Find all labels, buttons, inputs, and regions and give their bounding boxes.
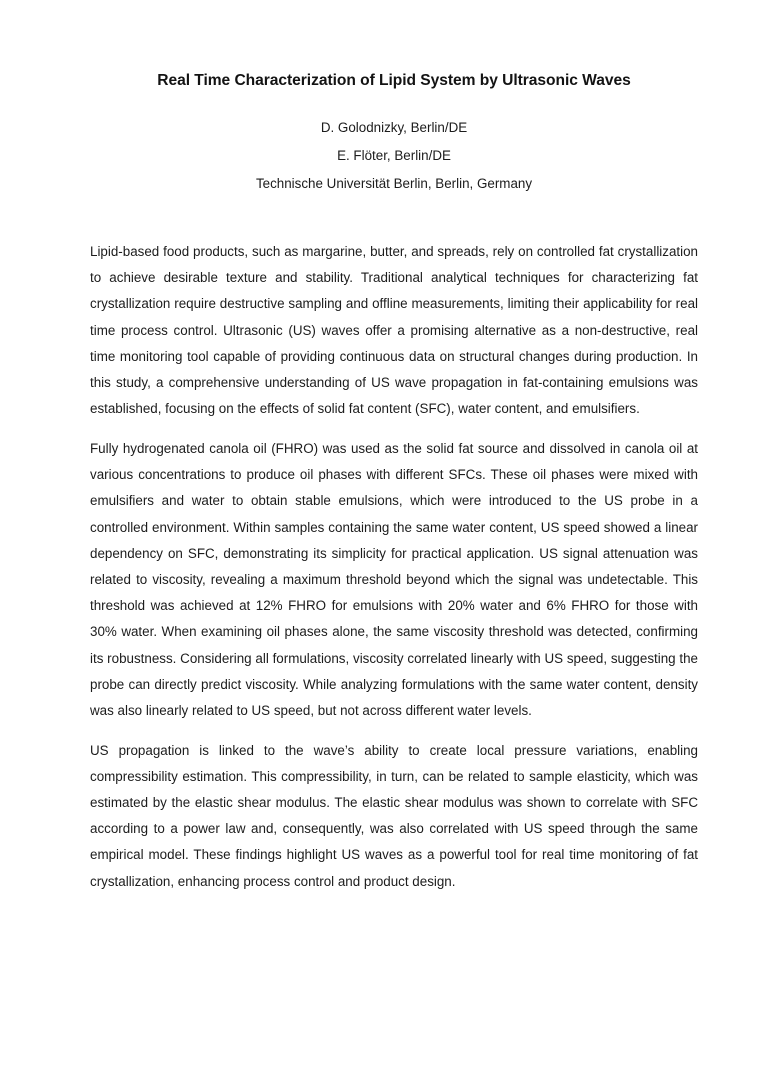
page-title: Real Time Characterization of Lipid System by Ultrasonic Waves bbox=[157, 72, 631, 89]
author-block bbox=[90, 114, 698, 199]
abstract-paragraph: Fully hydrogenated canola oil (FHRO) was used as the solid fat source and dissolved in canola oil at various concentrations to produce oil phases with different SFCs. These oil phases were mixed with emulsifiers and water to obtain stable emulsions, which were introduced to the US probe in a controlled environment. Within samples containing the same water content, US speed showed a linear dependency on SFC, demonstrating its simplicity for practical application. US signal attenuation was related to viscosity, revealing a maximum threshold beyond which the signal was undetectable. This threshold was achieved at 12% FHRO for emulsions with 20% water and 6% FHRO for those with 30% water. When examining oil phases alone, the same viscosity threshold was detected, confirming its robustness. Considering all formulations, viscosity correlated linearly with US speed, suggesting the probe can directly predict viscosity. While analyzing formulations with the same water content, density was also linearly related to US speed, but not across different water levels. bbox=[90, 440, 698, 718]
abstract-body bbox=[90, 239, 698, 895]
abstract-paragraph: Lipid-based food products, such as margarine, butter, and spreads, rely on controlled fat crystallization to achieve desirable texture and stability. Traditional analytical techniques for characterizing fat crystallization require destructive sampling and offline measurements, limiting their applicability for real time process control. Ultrasonic (US) waves offer a promising alternative as a non-destructive, real time monitoring tool capable of providing continuous data on structural changes during production. In this study, a comprehensive understanding of US wave propagation in fat-containing emulsions was established, focusing on the effects of solid fat content (SFC), water content, and emulsifiers. bbox=[90, 244, 698, 417]
abstract-paragraph: US propagation is linked to the wave’s ability to create local pressure variations, enabling compressibility estimation. This compressibility, in turn, can be related to sample elasticity, which was estimated by the elastic shear modulus. The elastic shear modulus was shown to correlate with SFC according to a power law and, consequently, was also correlated with US speed through the same empirical model. These findings highlight US waves as a powerful tool for real time monitoring of fat crystallization, enhancing process control and product design. bbox=[90, 742, 698, 889]
affiliation-line: Technische Universität Berlin, Berlin, Germany bbox=[255, 176, 533, 192]
author-line: E. Flöter, Berlin/DE bbox=[337, 148, 451, 164]
author-line: D. Golodnizky, Berlin/DE bbox=[320, 120, 468, 135]
